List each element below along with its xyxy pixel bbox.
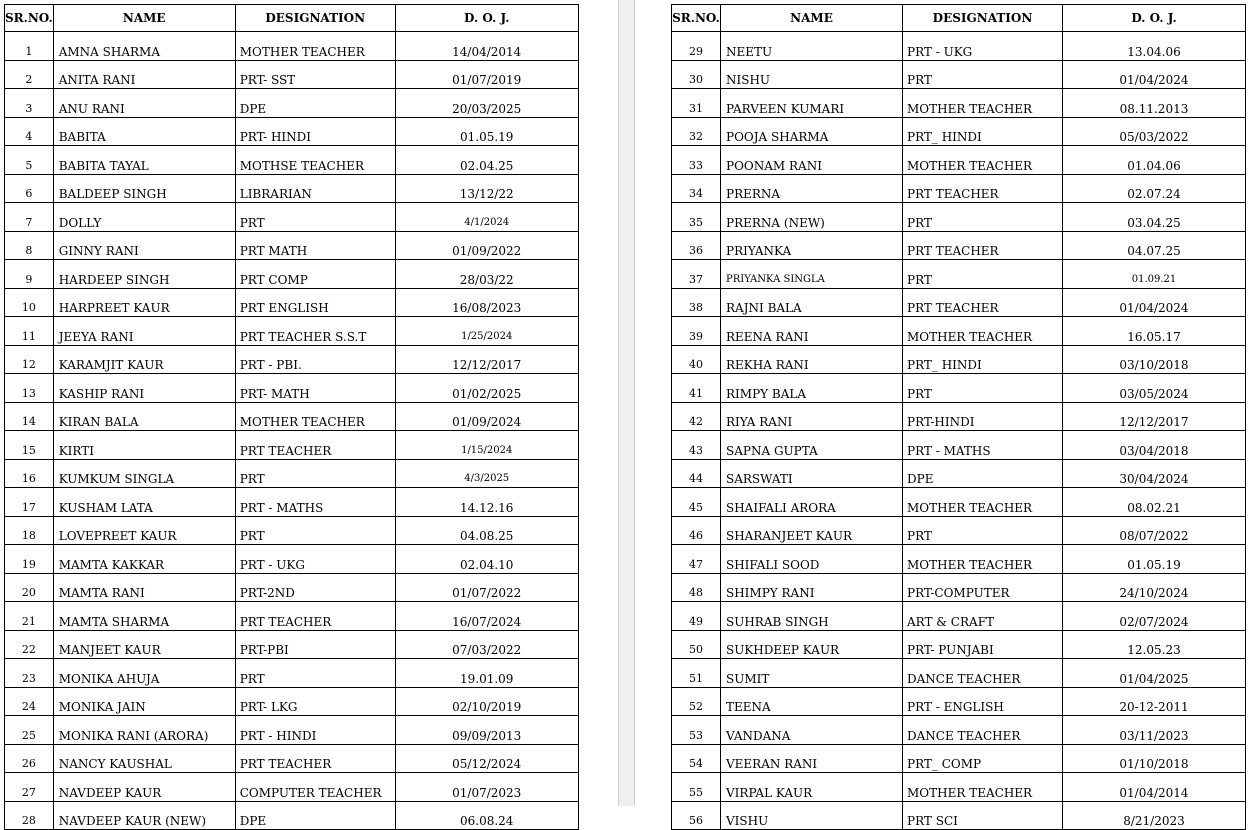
designation-cell: PRT (235, 659, 395, 688)
doj-cell: 16.05.17 (1063, 317, 1246, 346)
sr-no-cell: 39 (672, 317, 721, 346)
doj-cell: 08/07/2022 (1063, 516, 1246, 545)
designation-cell: PRT SCI (903, 801, 1063, 830)
name-cell: KIRTI (53, 431, 235, 460)
doj-cell: 08.02.21 (1063, 488, 1246, 517)
doj-cell: 30/04/2024 (1063, 459, 1246, 488)
table-row (672, 716, 1246, 745)
name-cell: VEERAN RANI (721, 744, 903, 773)
staff-table-left (4, 4, 579, 830)
name-cell: TEENA (721, 687, 903, 716)
designation-cell: MOTHER TEACHER (903, 89, 1063, 118)
name-cell: MONIKA AHUJA (53, 659, 235, 688)
designation-cell: MOTHER TEACHER (903, 488, 1063, 517)
doj-cell: 13/12/22 (395, 174, 578, 203)
designation-cell: MOTHER TEACHER (235, 402, 395, 431)
designation-cell: PRT (235, 203, 395, 232)
name-cell: RIMPY BALA (721, 374, 903, 403)
name-cell: DOLLY (53, 203, 235, 232)
header-sr-no: SR.NO. (672, 5, 721, 32)
table-row (5, 545, 579, 574)
name-cell: AMNA SHARMA (53, 32, 235, 61)
doj-cell: 04.07.25 (1063, 231, 1246, 260)
doj-cell: 24/10/2024 (1063, 573, 1246, 602)
table-header-row (672, 5, 1246, 32)
sr-no-cell: 19 (5, 545, 54, 574)
designation-cell: MOTHER TEACHER (903, 146, 1063, 175)
table-row (672, 431, 1246, 460)
designation-cell: PRT TEACHER (235, 431, 395, 460)
table-header-row (5, 5, 579, 32)
table-row (672, 459, 1246, 488)
designation-cell: LIBRARIAN (235, 174, 395, 203)
table-row (5, 260, 579, 289)
sr-no-cell: 45 (672, 488, 721, 517)
sr-no-cell: 22 (5, 630, 54, 659)
name-cell: NISHU (721, 60, 903, 89)
sr-no-cell: 33 (672, 146, 721, 175)
sr-no-cell: 24 (5, 687, 54, 716)
header-designation: DESIGNATION (903, 5, 1063, 32)
name-cell: KUMKUM SINGLA (53, 459, 235, 488)
name-cell: ANU RANI (53, 89, 235, 118)
doj-cell: 14/04/2014 (395, 32, 578, 61)
table-row (672, 288, 1246, 317)
designation-cell: PRT- PUNJABI (903, 630, 1063, 659)
designation-cell: PRT (903, 203, 1063, 232)
table-row (5, 687, 579, 716)
doj-cell: 01/07/2023 (395, 773, 578, 802)
name-cell: NEETU (721, 32, 903, 61)
sr-no-cell: 9 (5, 260, 54, 289)
name-cell: VANDANA (721, 716, 903, 745)
name-cell: NAVDEEP KAUR (NEW) (53, 801, 235, 830)
sr-no-cell: 10 (5, 288, 54, 317)
designation-cell: PRT ENGLISH (235, 288, 395, 317)
name-cell: KIRAN BALA (53, 402, 235, 431)
doj-cell: 02.04.25 (395, 146, 578, 175)
page-gutter (618, 0, 635, 806)
doj-cell: 01.05.19 (395, 117, 578, 146)
table-row (5, 288, 579, 317)
document-page-right (634, 0, 1255, 828)
doj-cell: 28/03/22 (395, 260, 578, 289)
sr-no-cell: 46 (672, 516, 721, 545)
doj-cell: 07/03/2022 (395, 630, 578, 659)
sr-no-cell: 23 (5, 659, 54, 688)
header-sr-no: SR.NO. (5, 5, 54, 32)
doj-cell: 05/03/2022 (1063, 117, 1246, 146)
doj-cell: 03/04/2018 (1063, 431, 1246, 460)
designation-cell: DANCE TEACHER (903, 716, 1063, 745)
name-cell: MONIKA RANI (ARORA) (53, 716, 235, 745)
doj-cell: 12.05.23 (1063, 630, 1246, 659)
sr-no-cell: 6 (5, 174, 54, 203)
table-row (5, 231, 579, 260)
name-cell: MANJEET KAUR (53, 630, 235, 659)
designation-cell: PRT - UKG (235, 545, 395, 574)
table-row (5, 773, 579, 802)
doj-cell: 01/09/2022 (395, 231, 578, 260)
doj-cell: 13.04.06 (1063, 32, 1246, 61)
name-cell: JEEYA RANI (53, 317, 235, 346)
name-cell: REENA RANI (721, 317, 903, 346)
doj-cell: 01.04.06 (1063, 146, 1246, 175)
table-row (672, 659, 1246, 688)
header-name: NAME (721, 5, 903, 32)
sr-no-cell: 11 (5, 317, 54, 346)
doj-cell: 01/04/2024 (1063, 60, 1246, 89)
sr-no-cell: 30 (672, 60, 721, 89)
designation-cell: MOTHER TEACHER (903, 317, 1063, 346)
table-row (5, 716, 579, 745)
designation-cell: MOTHSE TEACHER (235, 146, 395, 175)
designation-cell: PRT- LKG (235, 687, 395, 716)
sr-no-cell: 37 (672, 260, 721, 289)
designation-cell: PRT (235, 516, 395, 545)
designation-cell: DANCE TEACHER (903, 659, 1063, 688)
table-row (672, 602, 1246, 631)
sr-no-cell: 20 (5, 573, 54, 602)
table-row (5, 602, 579, 631)
table-row (672, 545, 1246, 574)
table-row (5, 801, 579, 830)
name-cell: SHIFALI SOOD (721, 545, 903, 574)
sr-no-cell: 42 (672, 402, 721, 431)
doj-cell: 16/08/2023 (395, 288, 578, 317)
sr-no-cell: 52 (672, 687, 721, 716)
name-cell: LOVEPREET KAUR (53, 516, 235, 545)
table-row (5, 744, 579, 773)
doj-cell: 01.05.19 (1063, 545, 1246, 574)
table-row (5, 89, 579, 118)
sr-no-cell: 44 (672, 459, 721, 488)
doj-cell: 01/04/2014 (1063, 773, 1246, 802)
doj-cell: 02.07.24 (1063, 174, 1246, 203)
doj-cell: 02/07/2024 (1063, 602, 1246, 631)
sr-no-cell: 21 (5, 602, 54, 631)
doj-cell: 04.08.25 (395, 516, 578, 545)
table-row (672, 801, 1246, 830)
table-row (672, 744, 1246, 773)
designation-cell: DPE (903, 459, 1063, 488)
name-cell: KASHIP RANI (53, 374, 235, 403)
designation-cell: PRT-COMPUTER (903, 573, 1063, 602)
designation-cell: PRT TEACHER (903, 231, 1063, 260)
designation-cell: PRT (903, 60, 1063, 89)
designation-cell: COMPUTER TEACHER (235, 773, 395, 802)
doj-cell: 01/09/2024 (395, 402, 578, 431)
designation-cell: MOTHER TEACHER (903, 545, 1063, 574)
table-row (5, 630, 579, 659)
table-row (5, 374, 579, 403)
table-row (5, 32, 579, 61)
table-row (672, 231, 1246, 260)
doj-cell: 01/04/2025 (1063, 659, 1246, 688)
name-cell: SHIMPY RANI (721, 573, 903, 602)
name-cell: KUSHAM LATA (53, 488, 235, 517)
table-row (5, 345, 579, 374)
table-row (5, 659, 579, 688)
name-cell: POOJA SHARMA (721, 117, 903, 146)
name-cell: BALDEEP SINGH (53, 174, 235, 203)
sr-no-cell: 26 (5, 744, 54, 773)
designation-cell: PRT- SST (235, 60, 395, 89)
table-row (672, 687, 1246, 716)
table-row (5, 516, 579, 545)
table-row (672, 402, 1246, 431)
designation-cell: DPE (235, 89, 395, 118)
sr-no-cell: 4 (5, 117, 54, 146)
doj-cell: 12/12/2017 (395, 345, 578, 374)
table-row (5, 431, 579, 460)
designation-cell: PRT_ COMP (903, 744, 1063, 773)
doj-cell: 01.09.21 (1063, 260, 1246, 289)
designation-cell: PRT - ENGLISH (903, 687, 1063, 716)
doj-cell: 01/02/2025 (395, 374, 578, 403)
name-cell: SAPNA GUPTA (721, 431, 903, 460)
header-doj: D. O. J. (395, 5, 578, 32)
name-cell: SHAIFALI ARORA (721, 488, 903, 517)
designation-cell: PRT_ HINDI (903, 345, 1063, 374)
doj-cell: 8/21/2023 (1063, 801, 1246, 830)
sr-no-cell: 12 (5, 345, 54, 374)
sr-no-cell: 17 (5, 488, 54, 517)
designation-cell: PRT COMP (235, 260, 395, 289)
name-cell: BABITA TAYAL (53, 146, 235, 175)
sr-no-cell: 43 (672, 431, 721, 460)
name-cell: SHARANJEET KAUR (721, 516, 903, 545)
table-row (5, 402, 579, 431)
sr-no-cell: 49 (672, 602, 721, 631)
sr-no-cell: 14 (5, 402, 54, 431)
doj-cell: 03/11/2023 (1063, 716, 1246, 745)
designation-cell: PRT (235, 459, 395, 488)
designation-cell: PRT (903, 260, 1063, 289)
name-cell: PRIYANKA (721, 231, 903, 260)
table-row (672, 146, 1246, 175)
name-cell: GINNY RANI (53, 231, 235, 260)
doj-cell: 1/15/2024 (395, 431, 578, 460)
table-row (672, 89, 1246, 118)
doj-cell: 03/10/2018 (1063, 345, 1246, 374)
name-cell: PRERNA (721, 174, 903, 203)
designation-cell: DPE (235, 801, 395, 830)
name-cell: RIYA RANI (721, 402, 903, 431)
designation-cell: PRT - PBI. (235, 345, 395, 374)
designation-cell: MOTHER TEACHER (903, 773, 1063, 802)
doj-cell: 20-12-2011 (1063, 687, 1246, 716)
table-row (672, 773, 1246, 802)
table-row (5, 459, 579, 488)
table-row (672, 260, 1246, 289)
sr-no-cell: 56 (672, 801, 721, 830)
sr-no-cell: 50 (672, 630, 721, 659)
designation-cell: PRT TEACHER (903, 288, 1063, 317)
doj-cell: 02/10/2019 (395, 687, 578, 716)
doj-cell: 06.08.24 (395, 801, 578, 830)
designation-cell: PRT - MATHS (235, 488, 395, 517)
sr-no-cell: 5 (5, 146, 54, 175)
name-cell: ANITA RANI (53, 60, 235, 89)
table-row (5, 203, 579, 232)
table-row (672, 317, 1246, 346)
table-row (5, 174, 579, 203)
sr-no-cell: 29 (672, 32, 721, 61)
sr-no-cell: 36 (672, 231, 721, 260)
doj-cell: 08.11.2013 (1063, 89, 1246, 118)
name-cell: REKHA RANI (721, 345, 903, 374)
sr-no-cell: 8 (5, 231, 54, 260)
doj-cell: 09/09/2013 (395, 716, 578, 745)
sr-no-cell: 27 (5, 773, 54, 802)
table-row (5, 117, 579, 146)
header-doj: D. O. J. (1063, 5, 1246, 32)
doj-cell: 12/12/2017 (1063, 402, 1246, 431)
table-row (5, 573, 579, 602)
doj-cell: 4/3/2025 (395, 459, 578, 488)
doj-cell: 02.04.10 (395, 545, 578, 574)
doj-cell: 4/1/2024 (395, 203, 578, 232)
designation-cell: PRT MATH (235, 231, 395, 260)
sr-no-cell: 16 (5, 459, 54, 488)
name-cell: MAMTA RANI (53, 573, 235, 602)
table-row (672, 60, 1246, 89)
header-name: NAME (53, 5, 235, 32)
designation-cell: PRT TEACHER (235, 602, 395, 631)
designation-cell: PRT - UKG (903, 32, 1063, 61)
table-row (672, 488, 1246, 517)
table-row (672, 117, 1246, 146)
name-cell: PRIYANKA SINGLA (721, 260, 903, 289)
sr-no-cell: 48 (672, 573, 721, 602)
sr-no-cell: 7 (5, 203, 54, 232)
sr-no-cell: 54 (672, 744, 721, 773)
designation-cell: PRT TEACHER (903, 174, 1063, 203)
doj-cell: 16/07/2024 (395, 602, 578, 631)
table-row (5, 488, 579, 517)
sr-no-cell: 53 (672, 716, 721, 745)
sr-no-cell: 25 (5, 716, 54, 745)
name-cell: MONIKA JAIN (53, 687, 235, 716)
sr-no-cell: 32 (672, 117, 721, 146)
sr-no-cell: 51 (672, 659, 721, 688)
sr-no-cell: 38 (672, 288, 721, 317)
name-cell: PARVEEN KUMARI (721, 89, 903, 118)
doj-cell: 01/10/2018 (1063, 744, 1246, 773)
sr-no-cell: 3 (5, 89, 54, 118)
name-cell: POONAM RANI (721, 146, 903, 175)
table-row (672, 516, 1246, 545)
designation-cell: ART & CRAFT (903, 602, 1063, 631)
table-row (672, 573, 1246, 602)
designation-cell: PRT (903, 374, 1063, 403)
table-row (672, 630, 1246, 659)
name-cell: MAMTA KAKKAR (53, 545, 235, 574)
staff-table-right (671, 4, 1246, 830)
table-row (5, 60, 579, 89)
table-row (5, 146, 579, 175)
designation-cell: PRT TEACHER S.S.T (235, 317, 395, 346)
designation-cell: PRT TEACHER (235, 744, 395, 773)
sr-no-cell: 34 (672, 174, 721, 203)
doj-cell: 03.04.25 (1063, 203, 1246, 232)
name-cell: RAJNI BALA (721, 288, 903, 317)
doj-cell: 01/04/2024 (1063, 288, 1246, 317)
sr-no-cell: 18 (5, 516, 54, 545)
designation-cell: PRT-2ND (235, 573, 395, 602)
doj-cell: 03/05/2024 (1063, 374, 1246, 403)
doj-cell: 01/07/2022 (395, 573, 578, 602)
sr-no-cell: 13 (5, 374, 54, 403)
doj-cell: 05/12/2024 (395, 744, 578, 773)
doj-cell: 1/25/2024 (395, 317, 578, 346)
sr-no-cell: 2 (5, 60, 54, 89)
name-cell: KARAMJIT KAUR (53, 345, 235, 374)
designation-cell: PRT_ HINDI (903, 117, 1063, 146)
name-cell: NANCY KAUSHAL (53, 744, 235, 773)
sr-no-cell: 55 (672, 773, 721, 802)
table-row (672, 174, 1246, 203)
table-row (672, 32, 1246, 61)
sr-no-cell: 28 (5, 801, 54, 830)
doj-cell: 19.01.09 (395, 659, 578, 688)
table-row (672, 374, 1246, 403)
sr-no-cell: 31 (672, 89, 721, 118)
name-cell: HARDEEP SINGH (53, 260, 235, 289)
designation-cell: MOTHER TEACHER (235, 32, 395, 61)
sr-no-cell: 40 (672, 345, 721, 374)
sr-no-cell: 41 (672, 374, 721, 403)
sr-no-cell: 35 (672, 203, 721, 232)
doj-cell: 20/03/2025 (395, 89, 578, 118)
designation-cell: PRT- HINDI (235, 117, 395, 146)
name-cell: HARPREET KAUR (53, 288, 235, 317)
doj-cell: 14.12.16 (395, 488, 578, 517)
name-cell: PRERNA (NEW) (721, 203, 903, 232)
designation-cell: PRT (903, 516, 1063, 545)
name-cell: NAVDEEP KAUR (53, 773, 235, 802)
designation-cell: PRT - MATHS (903, 431, 1063, 460)
name-cell: MAMTA SHARMA (53, 602, 235, 631)
designation-cell: PRT - HINDI (235, 716, 395, 745)
name-cell: SUHRAB SINGH (721, 602, 903, 631)
name-cell: BABITA (53, 117, 235, 146)
doj-cell: 01/07/2019 (395, 60, 578, 89)
designation-cell: PRT-PBI (235, 630, 395, 659)
table-row (672, 345, 1246, 374)
designation-cell: PRT- MATH (235, 374, 395, 403)
name-cell: VISHU (721, 801, 903, 830)
sr-no-cell: 15 (5, 431, 54, 460)
table-row (5, 317, 579, 346)
name-cell: SUKHDEEP KAUR (721, 630, 903, 659)
designation-cell: PRT-HINDI (903, 402, 1063, 431)
sr-no-cell: 47 (672, 545, 721, 574)
header-designation: DESIGNATION (235, 5, 395, 32)
name-cell: SUMIT (721, 659, 903, 688)
document-page-left (0, 0, 618, 828)
name-cell: SARSWATI (721, 459, 903, 488)
name-cell: VIRPAL KAUR (721, 773, 903, 802)
sr-no-cell: 1 (5, 32, 54, 61)
table-row (672, 203, 1246, 232)
